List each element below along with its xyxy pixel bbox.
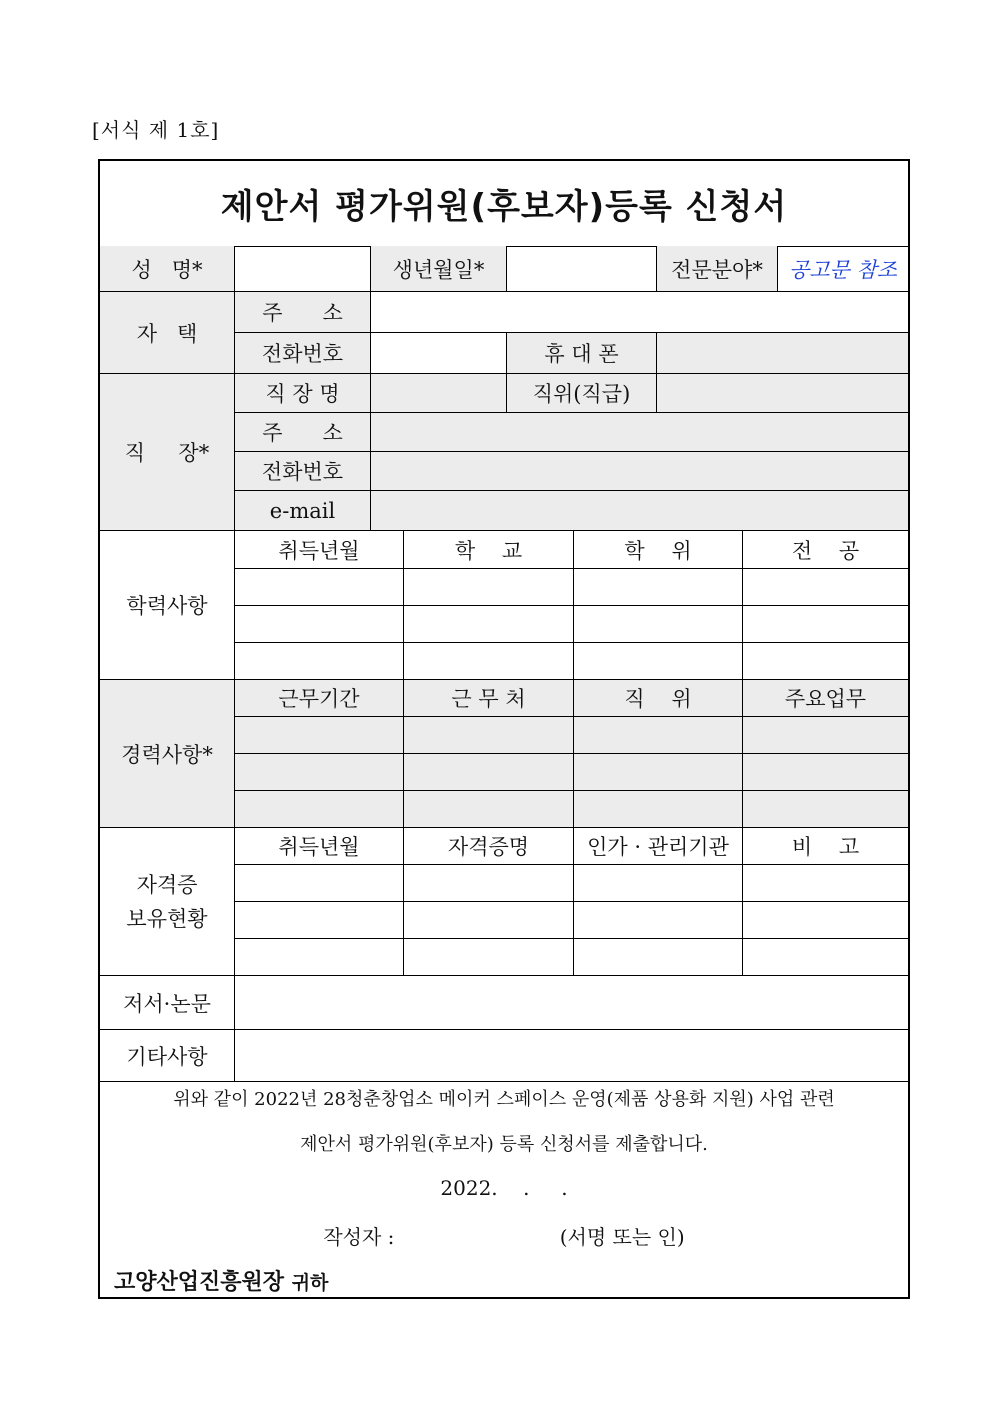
- declaration: [100, 1082, 908, 1299]
- home-phone-label: 전화번호: [235, 333, 371, 374]
- recipient-name: 고양산업진흥원장: [114, 1270, 285, 1295]
- declaration-line1: 위와 같이 2022년 28청춘창업소 메이커 스페이스 운영(제품 상용화 지원) 사업 관련: [173, 1089, 835, 1110]
- declaration-line2: 제안서 평가위원(후보자) 등록 신청서를 제출합니다.: [300, 1134, 708, 1155]
- career-cell[interactable]: [743, 791, 908, 828]
- career-cell[interactable]: [235, 717, 404, 754]
- license-label-line2: 보유현황: [126, 906, 208, 931]
- license-header: 인가 · 관리기관: [574, 828, 743, 865]
- education-cell[interactable]: [404, 569, 574, 606]
- career-header: 근무기간: [235, 680, 404, 717]
- license-header: 자격증명: [404, 828, 574, 865]
- name-field[interactable]: [235, 246, 371, 292]
- company-label: 직 장 명: [235, 374, 371, 413]
- license-header: 취득년월: [235, 828, 404, 865]
- home-address-label: 주 소: [235, 292, 371, 333]
- education-cell[interactable]: [235, 606, 404, 643]
- form-number: [서식 제 1호]: [92, 118, 220, 142]
- license-cell[interactable]: [235, 865, 404, 902]
- education-header: 학 위: [574, 531, 743, 569]
- papers-label: 저서·논문: [100, 976, 235, 1030]
- work-phone-label: 전화번호: [235, 452, 371, 491]
- work-address-label: 주 소: [235, 413, 371, 452]
- career-cell[interactable]: [235, 754, 404, 791]
- birth-field[interactable]: [507, 246, 657, 292]
- education-cell[interactable]: [404, 643, 574, 680]
- field-value: 공고문 참조: [778, 246, 908, 292]
- mobile-field[interactable]: [657, 333, 908, 374]
- work-phone-field[interactable]: [371, 452, 908, 491]
- license-cell[interactable]: [743, 939, 908, 976]
- other-field[interactable]: [235, 1030, 908, 1082]
- papers-field[interactable]: [235, 976, 908, 1030]
- career-label: 경력사항*: [100, 680, 235, 828]
- career-cell[interactable]: [404, 717, 574, 754]
- license-label: [100, 828, 235, 976]
- position-label: 직위(직급): [507, 374, 657, 413]
- home-address-field[interactable]: [371, 292, 908, 333]
- education-label: 학력사항: [100, 531, 235, 680]
- career-header: 주요업무: [743, 680, 908, 717]
- license-cell[interactable]: [574, 865, 743, 902]
- career-cell[interactable]: [574, 791, 743, 828]
- name-label: 성 명*: [100, 246, 235, 292]
- education-header: 학 교: [404, 531, 574, 569]
- license-cell[interactable]: [743, 902, 908, 939]
- education-cell[interactable]: [574, 643, 743, 680]
- work-address-field[interactable]: [371, 413, 908, 452]
- education-cell[interactable]: [743, 569, 908, 606]
- career-cell[interactable]: [743, 717, 908, 754]
- career-cell[interactable]: [574, 754, 743, 791]
- education-cell[interactable]: [743, 606, 908, 643]
- home-phone-field[interactable]: [371, 333, 507, 374]
- mobile-label: 휴 대 폰: [507, 333, 657, 374]
- writer-signature: 작성자 : (서명 또는 인): [323, 1225, 685, 1249]
- position-field[interactable]: [657, 374, 908, 413]
- education-header: 취득년월: [235, 531, 404, 569]
- career-cell[interactable]: [235, 791, 404, 828]
- career-cell[interactable]: [404, 754, 574, 791]
- career-cell[interactable]: [574, 717, 743, 754]
- career-cell[interactable]: [404, 791, 574, 828]
- recipient-suffix: 귀하: [291, 1272, 329, 1294]
- recipient: [114, 1265, 328, 1296]
- license-cell[interactable]: [404, 865, 574, 902]
- license-header: 비 고: [743, 828, 908, 865]
- email-field[interactable]: [371, 491, 908, 531]
- company-field[interactable]: [371, 374, 507, 413]
- education-cell[interactable]: [574, 606, 743, 643]
- education-cell[interactable]: [235, 569, 404, 606]
- home-label: 자 택: [100, 292, 235, 374]
- license-cell[interactable]: [743, 865, 908, 902]
- education-cell[interactable]: [574, 569, 743, 606]
- license-cell[interactable]: [404, 939, 574, 976]
- application-form: [98, 159, 910, 1299]
- birth-label: 생년월일*: [371, 246, 507, 292]
- other-label: 기타사항: [100, 1030, 235, 1082]
- license-cell[interactable]: [404, 902, 574, 939]
- education-header: 전 공: [743, 531, 908, 569]
- education-cell[interactable]: [404, 606, 574, 643]
- career-header: 근 무 처: [404, 680, 574, 717]
- email-label: e-mail: [235, 491, 371, 531]
- submission-date: 2022. . .: [440, 1176, 568, 1200]
- license-cell[interactable]: [235, 902, 404, 939]
- field-label: 전문분야*: [657, 246, 778, 292]
- career-header: 직 위: [574, 680, 743, 717]
- license-cell[interactable]: [574, 902, 743, 939]
- work-label: 직 장*: [100, 374, 235, 531]
- license-label-line1: 자격증: [136, 872, 198, 897]
- education-cell[interactable]: [235, 643, 404, 680]
- education-cell[interactable]: [743, 643, 908, 680]
- career-cell[interactable]: [743, 754, 908, 791]
- license-cell[interactable]: [235, 939, 404, 976]
- form-title: 제안서 평가위원(후보자)등록 신청서: [100, 161, 908, 247]
- license-cell[interactable]: [574, 939, 743, 976]
